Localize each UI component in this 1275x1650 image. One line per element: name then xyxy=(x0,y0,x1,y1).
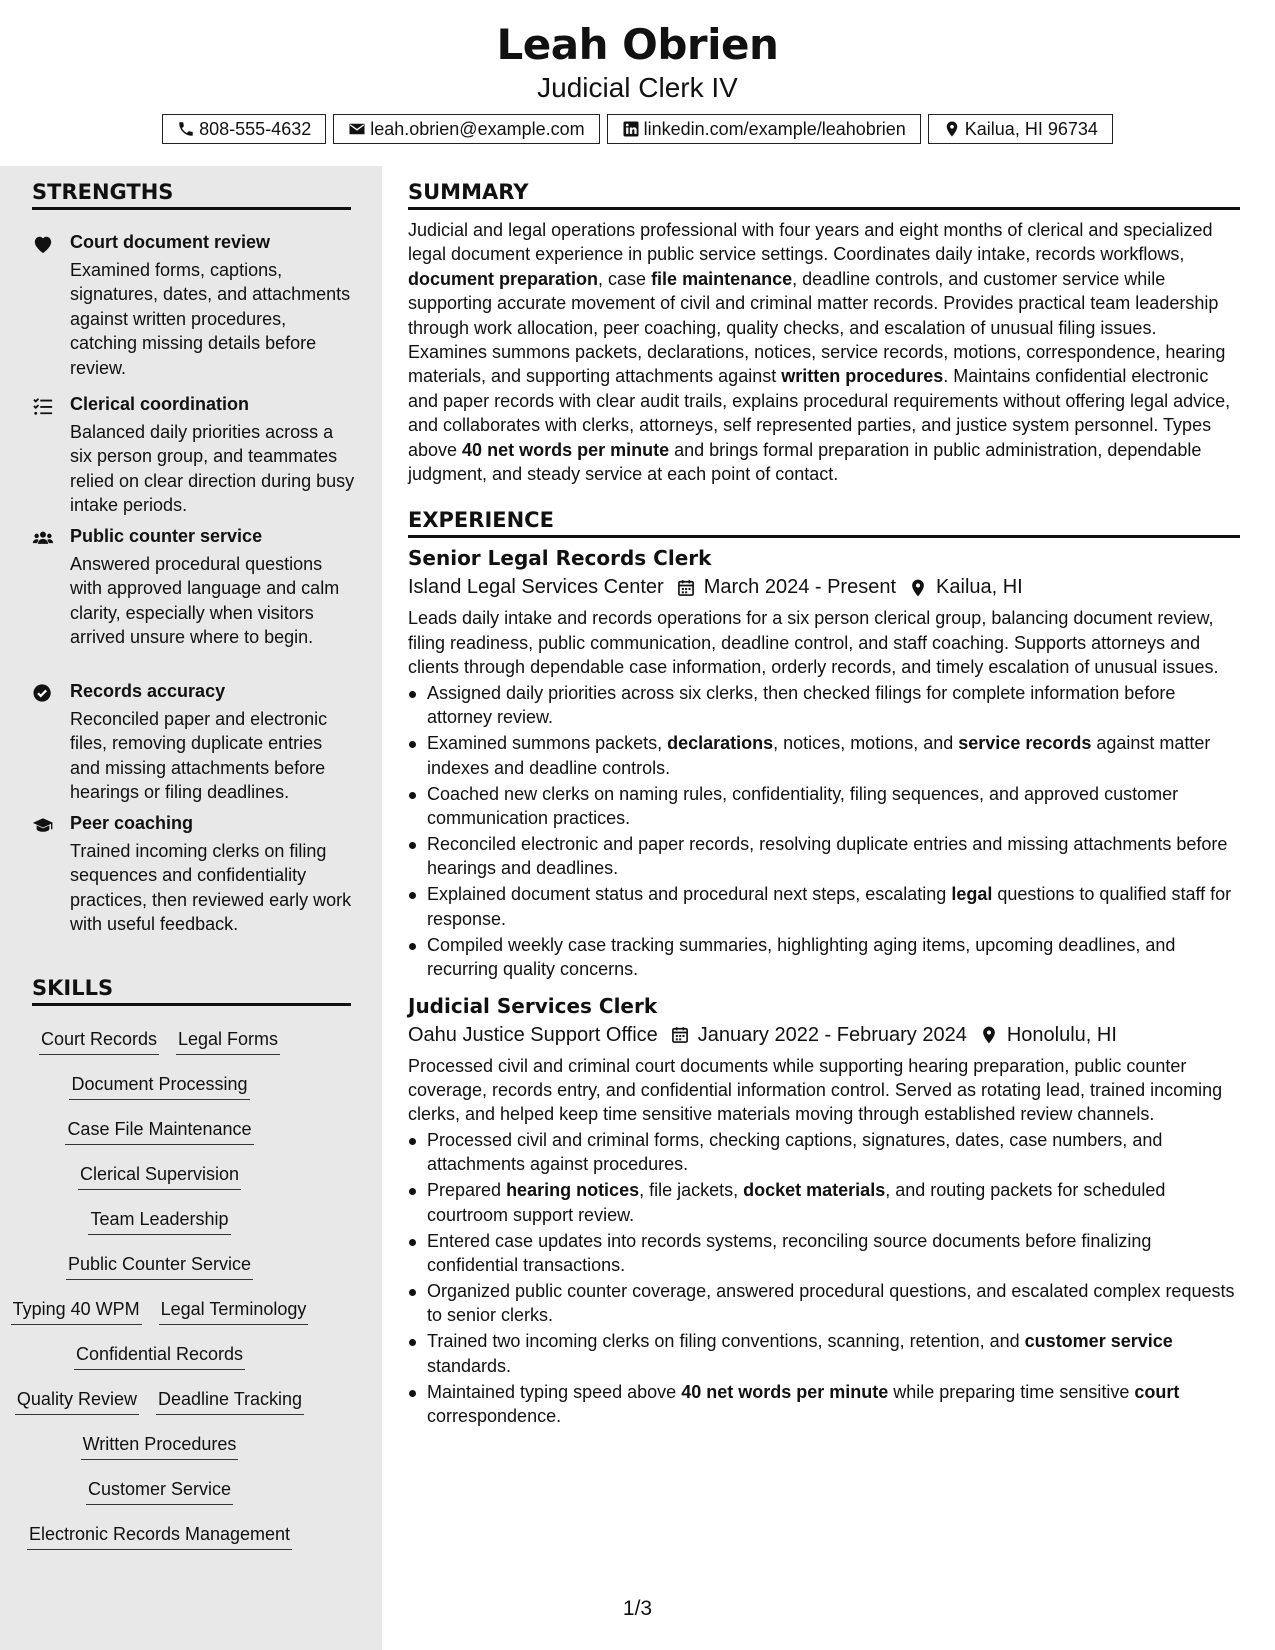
sidebar xyxy=(0,166,382,1650)
candidate-name: Leah Obrien xyxy=(496,20,779,69)
skills-row xyxy=(0,1298,319,1325)
job-bullet: Processed civil and criminal forms, checking captions, signatures, dates, case numbers, and attachments against procedures. xyxy=(408,1128,1240,1177)
bold-keyword: declarations xyxy=(667,733,774,754)
job-description: Processed civil and criminal court documents while supporting hearing preparation, public counter coverage, records entry, and confidential information control. Served as rotating lead, trained incoming clerks, and helped keep time sensitive materials moving through established review channels. xyxy=(408,1055,1223,1125)
page-number: 1/3 xyxy=(622,1597,653,1620)
resume-header xyxy=(0,0,1275,166)
job-company: Island Legal Services Center xyxy=(408,576,664,599)
bold-keyword: docket materials xyxy=(743,1180,886,1201)
skills-row xyxy=(0,1118,319,1145)
summary-heading: SUMMARY xyxy=(408,180,1240,210)
job-bullet: Entered case updates into records systems, reconciling source documents before finalizing confidential transactions. xyxy=(408,1229,1240,1278)
job-bullet: Organized public counter coverage, answered procedural questions, and escalated complex requests to senior clerks. xyxy=(408,1279,1240,1328)
contact-email-text: leah.obrien@example.com xyxy=(370,118,585,139)
job-bullet: Examined summons packets, declarations, notices, motions, and service records against matter indexes and deadline controls. xyxy=(408,731,1240,780)
map-pin-icon xyxy=(979,1025,999,1045)
strength-desc: Trained incoming clerks on filing sequences and confidentiality practices, then reviewed early work with useful feedback. xyxy=(70,841,352,935)
skills-row xyxy=(0,1523,319,1550)
contact-location-text: Kailua, HI 96734 xyxy=(964,118,1098,139)
job-entry xyxy=(408,994,1240,1429)
strength-title: Court document review xyxy=(70,232,271,252)
strength-title: Clerical coordination xyxy=(70,394,250,414)
checklist-icon xyxy=(32,396,54,416)
strength-desc: Examined forms, captions, signatures, dates, and attachments against written procedures, catching missing details before review. xyxy=(70,260,351,378)
bold-keyword: hearing notices xyxy=(506,1180,640,1201)
strength-desc: Balanced daily priorities across a six person group, and teammates relied on clear direction during busy intake periods. xyxy=(70,422,355,516)
skill-tag: Document Processing xyxy=(69,1073,249,1100)
strength-title: Public counter service xyxy=(70,526,263,546)
bold-keyword: 40 net words per minute xyxy=(681,1381,889,1402)
job-company: Oahu Justice Support Office xyxy=(408,1023,658,1046)
envelope-icon xyxy=(348,120,366,138)
skills-row xyxy=(0,1433,319,1460)
bold-keyword: file maintenance xyxy=(651,268,793,289)
experience-heading: EXPERIENCE xyxy=(408,508,1240,538)
job-dates: January 2022 - February 2024 xyxy=(697,1023,967,1046)
strength-desc: Answered procedural questions with approved language and calm clarity, especially when visitors arrived unsure where to begin. xyxy=(70,554,340,648)
bold-keyword: legal xyxy=(951,884,993,905)
job-bullet: Explained document status and procedural next steps, escalating legal questions to qualified staff for response. xyxy=(408,882,1240,931)
strength-title: Peer coaching xyxy=(70,813,194,833)
bold-keyword: document preparation xyxy=(408,268,599,289)
job-bullet: Assigned daily priorities across six clerks, then checked filings for complete information before attorney review. xyxy=(408,681,1240,730)
skills-row xyxy=(0,1163,319,1190)
job-title: Senior Legal Records Clerk xyxy=(408,546,712,571)
skills-row xyxy=(0,1253,319,1280)
skill-tag: Legal Forms xyxy=(176,1028,280,1055)
job-title: Judicial Services Clerk xyxy=(408,993,658,1018)
job-meta xyxy=(408,576,1240,599)
job-bullet: Reconciled electronic and paper records, resolving duplicate entries and missing attachments before hearings and deadlines. xyxy=(408,832,1240,881)
skills-row xyxy=(0,1208,319,1235)
job-bullet: Coached new clerks on naming rules, confidentiality, filing sequences, and approved customer communication practices. xyxy=(408,782,1240,831)
job-entry xyxy=(408,546,1240,981)
skills-section xyxy=(32,976,351,1006)
job-bullet: Trained two incoming clerks on filing conventions, scanning, retention, and customer service standards. xyxy=(408,1329,1240,1378)
contact-linkedin-text: linkedin.com/example/leahobrien xyxy=(643,118,906,139)
main-content xyxy=(408,166,1240,1430)
skills-list xyxy=(0,1028,319,1628)
strengths-list xyxy=(32,232,355,952)
skill-tag: Deadline Tracking xyxy=(156,1388,304,1415)
strength-desc: Reconciled paper and electronic files, removing duplicate entries and missing attachments before hearings or filing deadlines. xyxy=(70,709,328,803)
summary-text: Judicial and legal operations professional with four years and eight months of clerical and specialized legal document experience in public service settings. Coordinates daily intake, records workflows, document preparation, case file maintenance, deadline controls, and customer service while supporting accurate movement of civil and criminal matter records. Provides practical team leadership through work allocation, peer coaching, quality checks, and escalation of unusual filing issues. Examines summons packets, declarations, notices, service records, motions, correspondence, hearing materials, and supporting attachments against written procedures. Maintains confidential electronic and paper records with clear audit trails, explains procedural requirements without offering legal advice, and collaborates with clerks, attorneys, self represented parties, and justice system personnel. Types above 40 net words per minute and brings formal preparation in public administration, dependable judgment, and steady service at each point of contact. xyxy=(408,220,1231,485)
map-pin-icon xyxy=(908,578,928,598)
skills-row xyxy=(0,1028,319,1055)
job-title-heading: Judicial Clerk IV xyxy=(537,72,738,103)
skills-row xyxy=(0,1388,319,1415)
linkedin-icon xyxy=(622,120,640,138)
bold-keyword: court xyxy=(1134,1381,1180,1402)
skills-row xyxy=(0,1073,319,1100)
skill-tag: Customer Service xyxy=(86,1478,233,1505)
bold-keyword: customer service xyxy=(1024,1331,1173,1352)
job-meta xyxy=(408,1024,1240,1047)
bold-keyword: written procedures xyxy=(781,366,944,387)
strength-title: Records accuracy xyxy=(70,681,226,701)
job-bullet: Compiled weekly case tracking summaries, highlighting aging items, upcoming deadlines, and recurring quality concerns. xyxy=(408,933,1240,982)
phone-icon xyxy=(177,120,195,138)
map-pin-icon xyxy=(943,120,961,138)
job-bullets xyxy=(408,681,1240,982)
contact-phone-text: 808-555-4632 xyxy=(199,118,312,139)
skill-tag: Legal Terminology xyxy=(159,1298,309,1325)
skills-heading: SKILLS xyxy=(32,976,351,1006)
strengths-heading: STRENGTHS xyxy=(32,180,351,210)
job-bullets xyxy=(408,1128,1240,1429)
skill-tag: Written Procedures xyxy=(81,1433,239,1460)
job-bullet: Maintained typing speed above 40 net words per minute while preparing time sensitive court correspondence. xyxy=(408,1380,1240,1429)
contact-location xyxy=(928,114,1113,144)
job-location: Honolulu, HI xyxy=(1006,1023,1117,1046)
skill-tag: Electronic Records Management xyxy=(27,1523,292,1550)
job-location: Kailua, HI xyxy=(936,576,1023,599)
skill-tag: Confidential Records xyxy=(74,1343,245,1370)
job-bullet: Prepared hearing notices, file jackets, docket materials, and routing packets for scheduled courtroom support review. xyxy=(408,1178,1240,1227)
users-icon xyxy=(32,528,54,548)
job-dates: March 2024 - Present xyxy=(703,576,897,599)
graduation-cap-icon xyxy=(32,815,54,835)
contact-email[interactable] xyxy=(333,114,599,144)
contact-linkedin[interactable] xyxy=(607,114,921,144)
skill-tag: Case File Maintenance xyxy=(65,1118,253,1145)
strengths-section xyxy=(32,180,351,210)
skill-tag: Court Records xyxy=(39,1028,159,1055)
job-description: Leads daily intake and records operations for a six person clerical group, balancing document review, filing readiness, public communication, deadline control, and staff coaching. Supports attorneys and clients through dependable case information, orderly records, and timely escalation of unusual issues. xyxy=(408,608,1219,678)
check-circle-icon xyxy=(32,683,54,703)
skill-tag: Team Leadership xyxy=(88,1208,230,1235)
contact-phone[interactable] xyxy=(162,114,326,144)
skills-row xyxy=(0,1343,319,1370)
skill-tag: Typing 40 WPM xyxy=(11,1298,142,1325)
skill-tag: Public Counter Service xyxy=(66,1253,253,1280)
calendar-icon xyxy=(670,1025,690,1045)
bold-keyword: service records xyxy=(958,733,1092,754)
skill-tag: Quality Review xyxy=(15,1388,139,1415)
calendar-icon xyxy=(676,578,696,598)
skill-tag: Clerical Supervision xyxy=(78,1163,241,1190)
bold-keyword: 40 net words per minute xyxy=(462,439,670,460)
heart-icon xyxy=(32,234,54,254)
contact-row xyxy=(0,114,1275,144)
skills-row xyxy=(0,1478,319,1505)
